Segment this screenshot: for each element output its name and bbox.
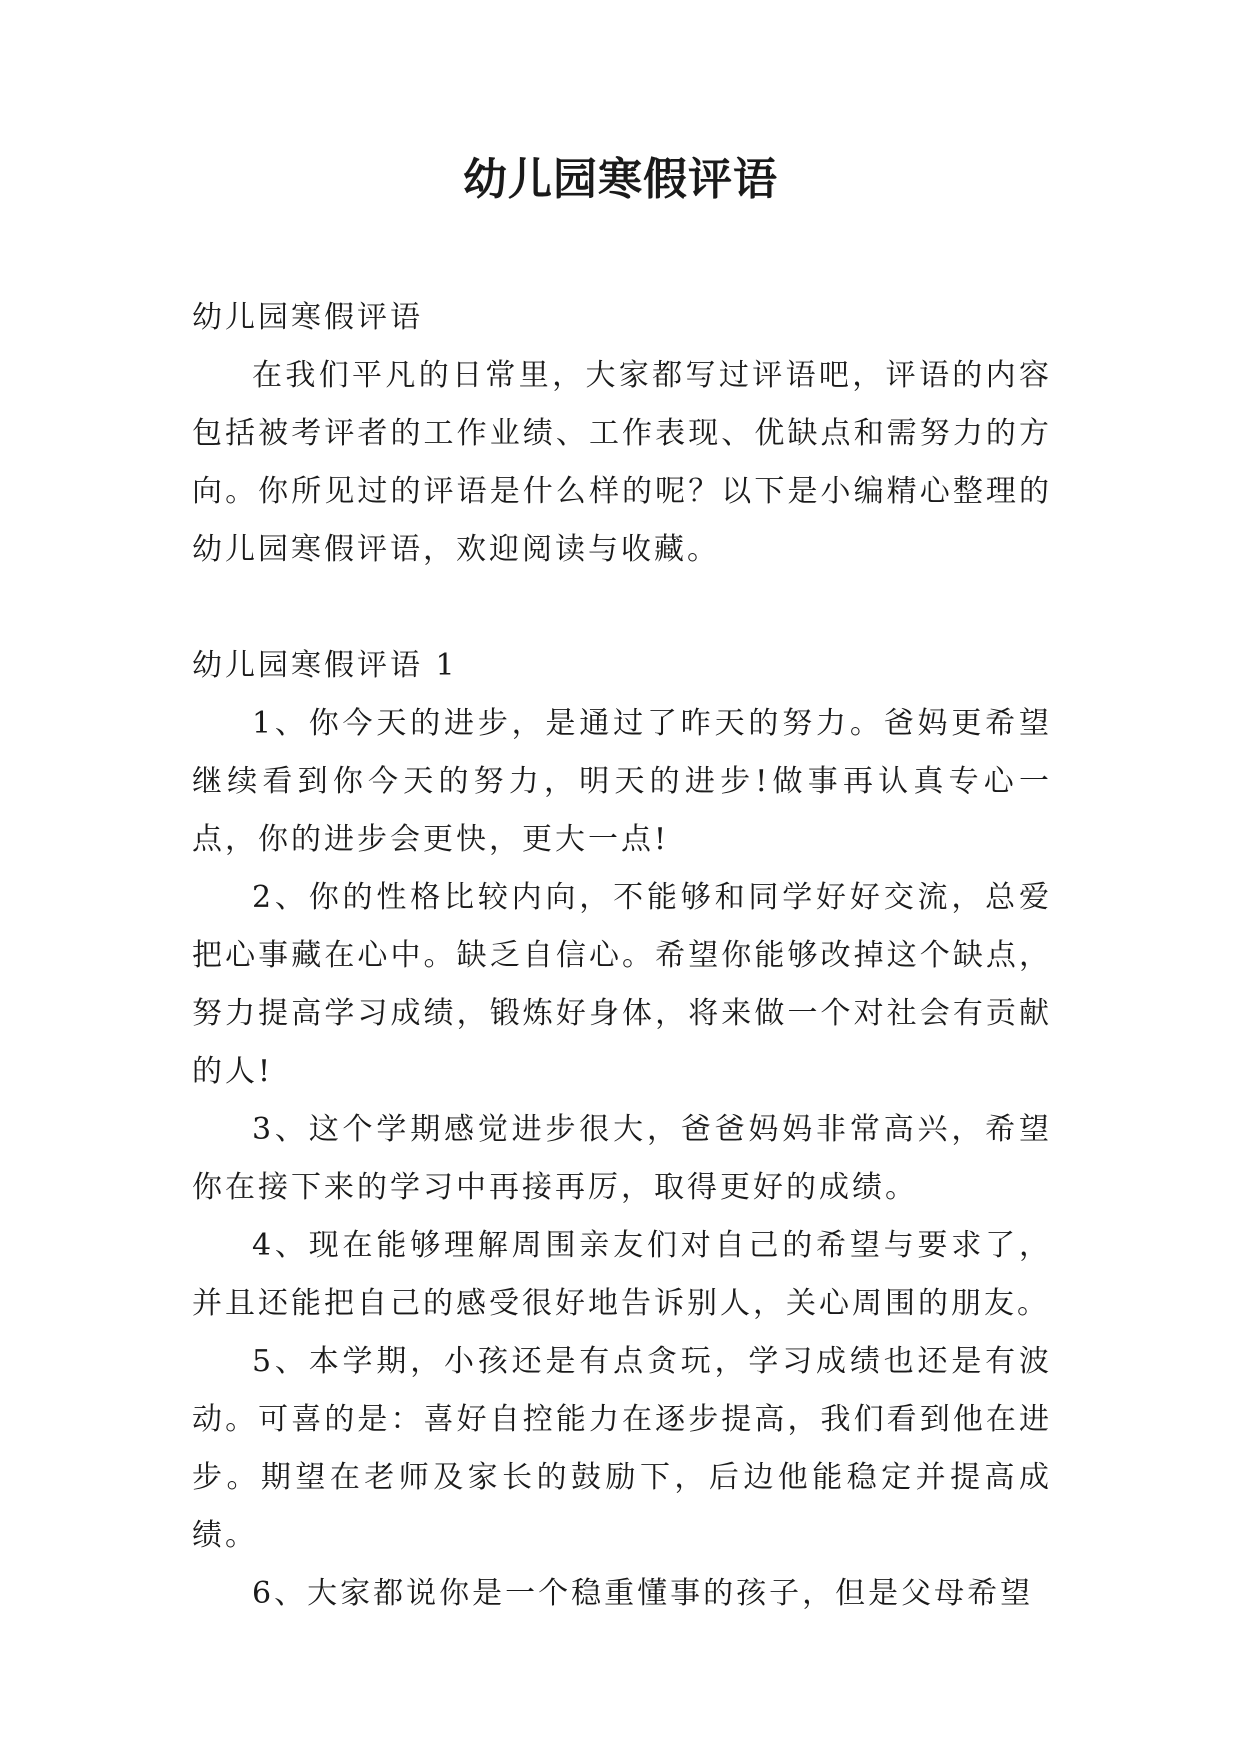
comment-item-1: 1、你今天的进步，是通过了昨天的努力。爸妈更希望继续看到你今天的努力，明天的进步!做事再认真专心一点，你的进步会更快，更大一点! [192, 706, 1052, 857]
document-title: 幼儿园寒假评语 [463, 154, 778, 205]
intro-heading: 幼儿园寒假评语 [192, 300, 423, 335]
section-spacer [192, 579, 1052, 637]
comment-item-6: 6、大家都说你是一个稳重懂事的孩子，但是父母希望 [252, 1576, 1034, 1611]
comment-item-2: 2、你的性格比较内向，不能够和同学好好交流，总爱把心事藏在心中。缺乏自信心。希望你能够改掉这个缺点，努力提高学习成绩，锻炼好身体，将来做一个对社会有贡献的人! [192, 880, 1052, 1089]
section-heading: 幼儿园寒假评语 1 [192, 648, 458, 683]
comment-item-3: 3、这个学期感觉进步很大，爸爸妈妈非常高兴，希望你在接下来的学习中再接再厉，取得更好的成绩。 [192, 1112, 1052, 1205]
intro-paragraph: 在我们平凡的日常里，大家都写过评语吧，评语的内容包括被考评者的工作业绩、工作表现、优缺点和需努力的方向。你所见过的评语是什么样的呢？以下是小编精心整理的幼儿园寒假评语，欢迎阅读与收藏。 [192, 358, 1052, 567]
comment-item-5: 5、本学期，小孩还是有点贪玩，学习成绩也还是有波动。可喜的是：喜好自控能力在逐步提高，我们看到他在进步。期望在老师及家长的鼓励下，后边他能稳定并提高成绩。 [192, 1344, 1052, 1553]
comment-item-4: 4、现在能够理解周围亲友们对自己的希望与要求了，并且还能把自己的感受很好地告诉别人，关心周围的朋友。 [192, 1228, 1052, 1321]
document-body [192, 289, 1052, 1623]
